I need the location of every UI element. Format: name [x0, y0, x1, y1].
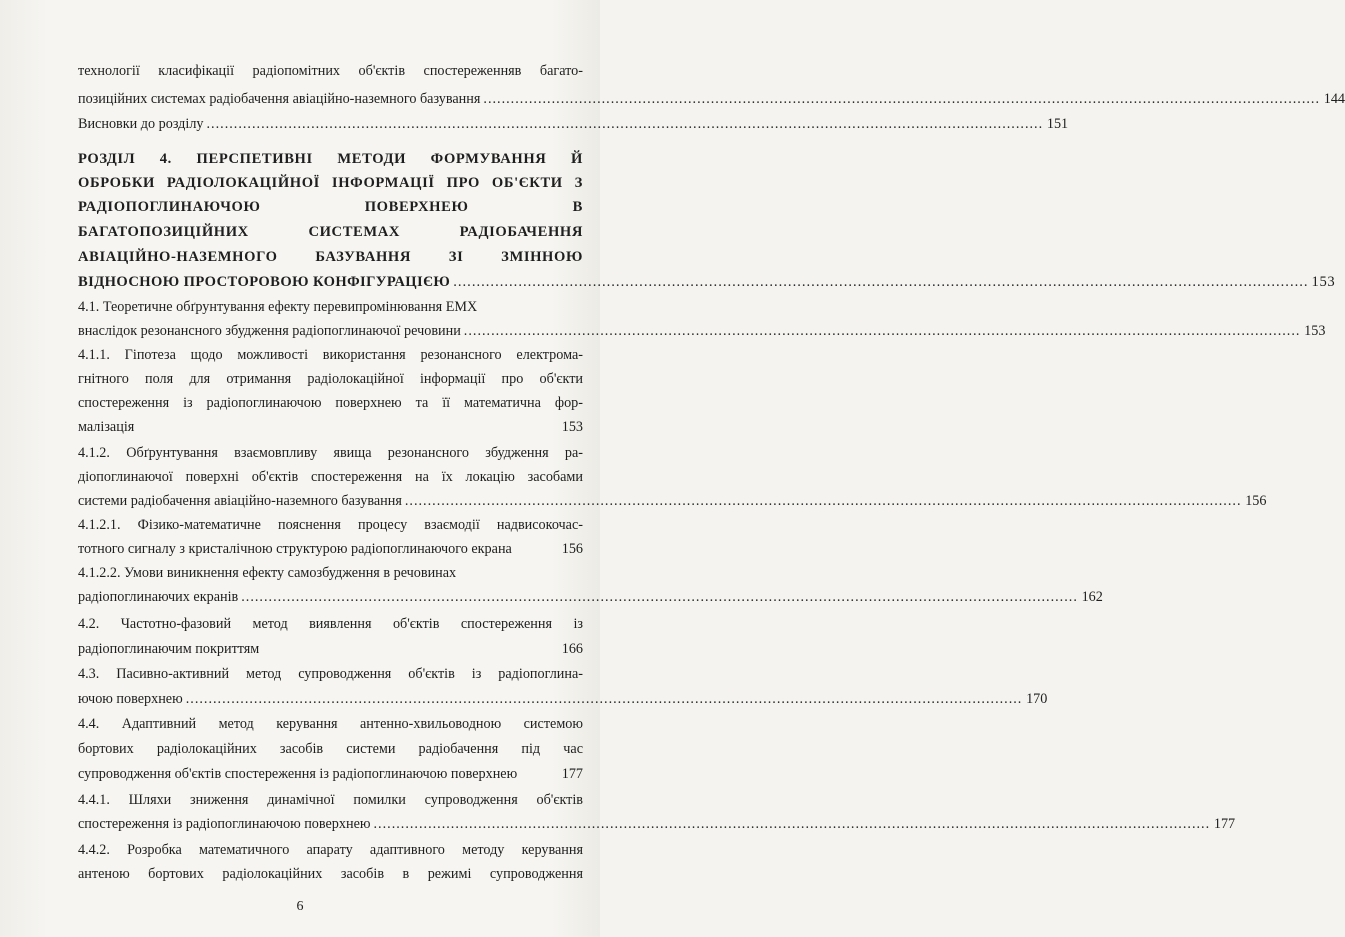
chapter-heading-line: АВІАЦІЙНО-НАЗЕМНОГО БАЗУВАННЯ ЗІ ЗМІННОЮ: [78, 249, 583, 265]
toc-entry-text: системи радіобачення авіаційно-наземного базування: [78, 493, 402, 509]
toc-entry-text: антеною бортових радіолокаційних засобів в режимі супроводження: [78, 866, 583, 882]
toc-entry-text: 4.1. Теоретичне обґрунтування ефекту перевипромінювання ЕМХ: [78, 299, 478, 315]
leader-dots: ........................................................................................................................................................................................: [404, 493, 1242, 509]
toc-page-number: 153: [561, 419, 583, 435]
toc-entry-text: спостереження із радіопоглинаючою поверхнею: [78, 816, 371, 832]
toc-page-number: 153: [1311, 274, 1336, 290]
toc-page-number: 177: [561, 766, 583, 782]
toc-entry-text: тотного сигналу з кристалічною структурою радіопоглинаючого екрана: [78, 541, 512, 557]
toc-entry-text: 4.4.2. Розробка математичного апарату адаптивного методу керування: [78, 842, 583, 858]
toc-entry-text: ючою поверхнею: [78, 691, 183, 707]
toc-entry-text: технології класифікації радіопомітних об'єктів спостереженняв багато-: [78, 63, 583, 79]
toc-entry-text: внаслідок резонансного збудження радіопоглинаючої речовини: [78, 323, 461, 339]
leader-dots: ........................................................................................................................................................................................: [185, 691, 1023, 707]
toc-entry-text: позиційних системах радіобачення авіаційно-наземного базування: [78, 91, 481, 107]
toc-entry-text: 4.1.2.2. Умови виникнення ефекту самозбудження в речовинах: [78, 565, 457, 581]
chapter-heading-line: ВІДНОСНОЮ ПРОСТОРОВОЮ КОНФІГУРАЦІЄЮ: [78, 274, 451, 290]
leader-dots: ........................................................................................................................................................................................: [453, 274, 1309, 290]
toc-page-number: 156: [561, 541, 583, 557]
toc-entry-text: 4.4.1. Шляхи зниження динамічної помилки супроводження об'єктів: [78, 792, 583, 808]
toc-page-number: 170: [1026, 691, 1048, 707]
toc-page-number: 144: [1323, 91, 1345, 107]
page-number: 6: [296, 899, 304, 914]
chapter-heading-line: ОБРОБКИ РАДІОЛОКАЦІЙНОЇ ІНФОРМАЦІЇ ПРО ОБ'ЄКТИ З: [78, 175, 583, 191]
toc-page-number: 162: [1081, 589, 1103, 605]
document-lower-block: [0, 0, 600, 937]
toc-entry-text: 4.1.2.1. Фізико-математичне пояснення процесу взаємодії надвисокочас-: [78, 517, 583, 533]
toc-entry-text: 4.1.2. Обґрунтування взаємовпливу явища резонансного збудження ра-: [78, 445, 583, 461]
toc-entry-text: діопоглинаючої поверхні об'єктів спостереження на їх локацію засобами: [78, 469, 583, 485]
toc-page-number: 166: [561, 641, 583, 657]
chapter-heading-line: РОЗДІЛ 4. ПЕРСПЕТИВНІ МЕТОДИ ФОРМУВАННЯ Й: [78, 151, 583, 167]
leader-dots: ........................................................................................................................................................................................: [206, 116, 1044, 132]
toc-entry-text: 4.4. Адаптивний метод керування антенно-хвильоводною системою: [78, 716, 583, 732]
toc-page-number: 151: [1046, 116, 1069, 132]
leader-dots: ........................................................................................................................................................................................: [373, 816, 1211, 832]
leader-dots: ........................................................................................................................................................................................: [463, 323, 1301, 339]
toc-page-number: 156: [1245, 493, 1267, 509]
toc-entry-text: 4.2. Частотно-фазовий метод виявлення об'єктів спостереження із: [78, 616, 583, 632]
toc-entry-text: бортових радіолокаційних засобів системи радіобачення під час: [78, 741, 583, 757]
leader-dots: ........................................................................................................................................................................................: [483, 91, 1321, 107]
toc-entry-text: супроводження об'єктів спостереження із радіопоглинаючою поверхнею: [78, 766, 518, 782]
toc-page-number: 177: [1213, 816, 1236, 832]
toc-entry-text: Висновки до розділу: [78, 116, 204, 132]
toc-entry-text: 4.1.1. Гіпотеза щодо можливості використання резонансного електрома-: [78, 347, 583, 363]
leader-dots: ........................................................................................................................................................................................: [241, 589, 1078, 605]
toc-entry-text: радіопоглинаючих екранів: [78, 589, 239, 605]
chapter-heading-line: БАГАТОПОЗИЦІЙНИХ СИСТЕМАХ РАДІОБАЧЕННЯ: [78, 224, 583, 240]
chapter-heading-line: РАДІОПОГЛИНАЮЧОЮ ПОВЕРХНЕЮ В: [78, 199, 583, 215]
toc-page-number: 153: [1304, 323, 1326, 339]
toc-entry-text: 4.3. Пасивно-активний метод супроводження об'єктів із радіопоглина-: [78, 666, 583, 682]
toc-entry-text: гнітного поля для отримання радіолокаційної інформації про об'єкти: [78, 371, 583, 387]
toc-entry-text: радіопоглинаючим покриттям: [78, 641, 260, 657]
toc-entry-text: спостереження із радіопоглинаючою поверхнею та її математична фор-: [78, 395, 583, 411]
toc-entry-text: малізація: [78, 419, 135, 435]
